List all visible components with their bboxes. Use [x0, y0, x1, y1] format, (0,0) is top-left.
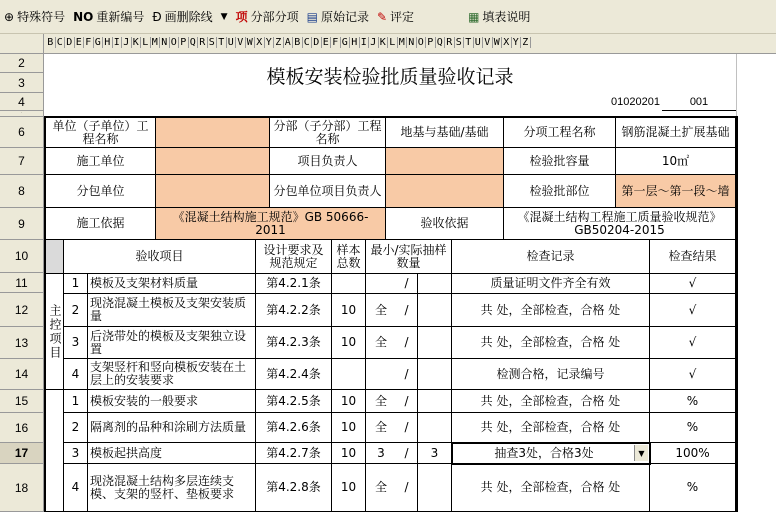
column-letter[interactable]: H: [350, 37, 360, 48]
sub-manager-input[interactable]: [386, 175, 504, 208]
row-slash: /: [396, 359, 418, 390]
row-header[interactable]: 18: [0, 464, 44, 512]
header-record: 检查记录: [452, 240, 650, 274]
row-slash: /: [396, 274, 418, 294]
row-min[interactable]: 全: [366, 327, 396, 359]
batch-capacity-value[interactable]: 10㎡: [616, 148, 736, 175]
row-actual[interactable]: [418, 359, 452, 390]
row-record[interactable]: 检测合格，记录编号: [452, 359, 650, 390]
item-label: 分项工程名称: [504, 118, 616, 148]
column-letter[interactable]: L: [141, 37, 151, 48]
row-result[interactable]: √: [650, 359, 736, 390]
column-letter[interactable]: J: [122, 37, 132, 48]
row-min[interactable]: [366, 274, 396, 294]
row-min[interactable]: [366, 359, 396, 390]
subunit-value[interactable]: 地基与基础/基础: [386, 118, 504, 148]
column-letter[interactable]: C: [303, 37, 313, 48]
row-header[interactable]: 5: [0, 111, 44, 117]
column-letter[interactable]: Q: [436, 37, 446, 48]
record-icon: ▤: [306, 9, 318, 24]
column-letter[interactable]: N: [160, 37, 170, 48]
column-letter[interactable]: M: [151, 37, 161, 48]
column-letter[interactable]: N: [407, 37, 417, 48]
row-slash: /: [396, 294, 418, 327]
column-letter[interactable]: A: [284, 37, 294, 48]
row-item-name: 模板安装的一般要求: [88, 390, 256, 413]
row-total[interactable]: 10: [332, 464, 366, 512]
column-letter[interactable]: K: [379, 37, 389, 48]
column-letter[interactable]: E: [75, 37, 85, 48]
header-item: 验收项目: [64, 240, 256, 274]
evaluate-button[interactable]: ✎ 评定: [376, 9, 415, 24]
subcontractor-label: 分包单位: [46, 175, 156, 208]
basis-label: 施工依据: [46, 208, 156, 240]
original-record-button[interactable]: ▤ 原始记录: [306, 9, 369, 24]
item-value[interactable]: 钢筋混凝土扩展基础: [616, 118, 736, 148]
row-clause: 第4.2.5条: [256, 390, 332, 413]
row-no: 2: [64, 294, 88, 327]
draw-delete-line-button[interactable]: Ð 画删除线: [152, 9, 213, 24]
row-item-name: 支架竖杆和竖向模板安装在土层上的安装要求: [88, 359, 256, 390]
form-code: 01020201: [611, 96, 660, 108]
row-result[interactable]: 100%: [650, 443, 736, 464]
column-letter[interactable]: C: [56, 37, 66, 48]
column-letter[interactable]: O: [417, 37, 427, 48]
row-clause: 第4.2.7条: [256, 443, 332, 464]
row-total[interactable]: [332, 274, 366, 294]
select-all-corner[interactable]: [0, 34, 44, 54]
row-result[interactable]: √: [650, 274, 736, 294]
item-icon: 项: [235, 10, 248, 24]
row-no: 4: [64, 464, 88, 512]
form-serial[interactable]: 001: [662, 94, 736, 111]
record-dropdown[interactable]: [452, 443, 650, 464]
row-clause: 第4.2.1条: [256, 274, 332, 294]
column-letter[interactable]: F: [331, 37, 341, 48]
row-item-name: 模板及支架材料质量: [88, 274, 256, 294]
row-record[interactable]: 共 处，全部检查，合格 处: [452, 464, 650, 512]
column-letter[interactable]: X: [255, 37, 265, 48]
batch-location-label: 检验批部位: [504, 175, 616, 208]
general-items-label: [46, 390, 64, 512]
column-header-bar: [0, 34, 776, 54]
column-letter[interactable]: H: [103, 37, 113, 48]
row-header[interactable]: 7: [0, 148, 44, 175]
row-result[interactable]: %: [650, 390, 736, 413]
row-clause: 第4.2.3条: [256, 327, 332, 359]
main-control-label: 主控项目: [46, 274, 64, 390]
record-dropdown-value: 抽查3处，合格3处: [494, 446, 594, 460]
row-item-name: 后浇带处的模板及支架独立设置: [88, 327, 256, 359]
column-letter[interactable]: D: [312, 37, 322, 48]
row-slash: /: [396, 464, 418, 512]
row-clause: 第4.2.6条: [256, 413, 332, 443]
unit-input[interactable]: [156, 118, 270, 148]
column-letter[interactable]: L: [388, 37, 398, 48]
construction-unit-input[interactable]: [156, 148, 270, 175]
column-letter[interactable]: P: [426, 37, 436, 48]
row-header[interactable]: 2: [0, 54, 44, 73]
row-item-name: 现浇混凝土模板及支架安装质量: [88, 294, 256, 327]
row-actual[interactable]: [418, 413, 452, 443]
row-header[interactable]: 4: [0, 93, 44, 111]
row-total[interactable]: 10: [332, 294, 366, 327]
row-actual[interactable]: [418, 294, 452, 327]
row-min[interactable]: 全: [366, 464, 396, 512]
row-slash: /: [396, 413, 418, 443]
row-min[interactable]: 3: [366, 443, 396, 464]
acceptance-basis-value[interactable]: 《混凝土结构工程施工质量验收规范》GB50204-2015: [504, 208, 736, 240]
header-min-actual: 最小/实际抽样数量: [366, 240, 452, 274]
column-letter[interactable]: G: [341, 37, 351, 48]
row-item-name: 隔离剂的品种和涂刷方法质量: [88, 413, 256, 443]
column-letters: [46, 37, 736, 48]
row-record[interactable]: 共 处，全部检查，合格 处: [452, 413, 650, 443]
row-header[interactable]: 12: [0, 293, 44, 327]
row-actual[interactable]: [418, 464, 452, 512]
row-record[interactable]: 共 处，全部检查，合格 处: [452, 390, 650, 413]
column-letter[interactable]: Q: [189, 37, 199, 48]
column-letter[interactable]: O: [170, 37, 180, 48]
column-letter[interactable]: F: [84, 37, 94, 48]
row-total[interactable]: 10: [332, 390, 366, 413]
row-item-name: 现浇混凝土结构多层连续支模、支架的竖杆、垫板要求: [88, 464, 256, 512]
row-header[interactable]: 9: [0, 208, 44, 240]
row-no: 1: [64, 274, 88, 294]
row-slash: /: [396, 443, 418, 464]
column-letter[interactable]: I: [360, 37, 370, 48]
subunit-label: 分部（子分部）工程名称: [270, 118, 386, 148]
column-letter[interactable]: G: [94, 37, 104, 48]
row-header[interactable]: 11: [0, 273, 44, 293]
column-letter[interactable]: U: [227, 37, 237, 48]
row-total[interactable]: 10: [332, 413, 366, 443]
row-header[interactable]: 3: [0, 73, 44, 93]
column-letter[interactable]: S: [455, 37, 465, 48]
row-header[interactable]: 10: [0, 240, 44, 273]
column-letter[interactable]: W: [246, 37, 256, 48]
row-slash: /: [396, 327, 418, 359]
unit-label: 单位（子单位）工程名称: [46, 118, 156, 148]
row-header[interactable]: 6: [0, 117, 44, 148]
symbol-icon: ⊕: [4, 9, 15, 24]
batch-capacity-label: 检验批容量: [504, 148, 616, 175]
grid-line: [736, 54, 737, 117]
column-letter[interactable]: R: [445, 37, 455, 48]
column-letter[interactable]: S: [208, 37, 218, 48]
project-manager-input[interactable]: [386, 148, 504, 175]
basis-value[interactable]: 《混凝土结构施工规范》GB 50666-2011: [156, 208, 386, 240]
row-slash: /: [396, 390, 418, 413]
column-letter[interactable]: T: [217, 37, 227, 48]
row-clause: 第4.2.2条: [256, 294, 332, 327]
column-letter[interactable]: W: [493, 37, 503, 48]
row-actual[interactable]: [418, 274, 452, 294]
row-actual[interactable]: [418, 327, 452, 359]
check-pencil-icon: ✎: [376, 9, 388, 24]
header-design: 设计要求及规范规定: [256, 240, 332, 274]
row-header[interactable]: 16: [0, 413, 44, 443]
row-item-name: 模板起拱高度: [88, 443, 256, 464]
column-letter[interactable]: U: [474, 37, 484, 48]
column-letter[interactable]: E: [322, 37, 332, 48]
dropdown-arrow-button[interactable]: [221, 5, 228, 29]
column-letter[interactable]: Y: [265, 37, 275, 48]
project-manager-label: 项目负责人: [270, 148, 386, 175]
row-clause: 第4.2.4条: [256, 359, 332, 390]
column-letter[interactable]: D: [65, 37, 75, 48]
row-no: 4: [64, 359, 88, 390]
column-letter[interactable]: T: [464, 37, 474, 48]
column-letter[interactable]: B: [46, 37, 56, 48]
column-letter[interactable]: B: [293, 37, 303, 48]
header-spacer: [46, 240, 64, 274]
sub-manager-label: 分包单位项目负责人: [270, 175, 386, 208]
column-letter[interactable]: R: [198, 37, 208, 48]
row-total[interactable]: [332, 359, 366, 390]
column-letter[interactable]: K: [132, 37, 142, 48]
renumber-button[interactable]: NO 重新编号: [73, 9, 145, 24]
row-actual[interactable]: 3: [418, 443, 452, 464]
row-min[interactable]: 全: [366, 294, 396, 327]
column-letter[interactable]: I: [113, 37, 123, 48]
header-sample: 样本总数: [332, 240, 366, 274]
column-letter[interactable]: J: [369, 37, 379, 48]
chevron-down-icon: ▼: [220, 11, 228, 22]
special-symbol-button[interactable]: ⊕ 特殊符号: [4, 9, 66, 24]
row-actual[interactable]: [418, 390, 452, 413]
column-letter[interactable]: Z: [521, 37, 531, 48]
instructions-icon: ▦: [468, 9, 480, 24]
row-no: 3: [64, 327, 88, 359]
row-result[interactable]: √: [650, 327, 736, 359]
column-letter[interactable]: X: [502, 37, 512, 48]
row-no: 3: [64, 443, 88, 464]
column-letter[interactable]: P: [179, 37, 189, 48]
row-header[interactable]: 13: [0, 327, 44, 359]
acceptance-basis-label: 验收依据: [386, 208, 504, 240]
row-total[interactable]: 10: [332, 443, 366, 464]
column-letter[interactable]: Z: [274, 37, 284, 48]
row-header[interactable]: 8: [0, 175, 44, 208]
row-no: 2: [64, 413, 88, 443]
row-no: 1: [64, 390, 88, 413]
row-total[interactable]: 10: [332, 327, 366, 359]
row-result[interactable]: %: [650, 464, 736, 512]
row-clause: 第4.2.8条: [256, 464, 332, 512]
column-letter[interactable]: M: [398, 37, 408, 48]
subcontractor-input[interactable]: [156, 175, 270, 208]
row-header[interactable]: 17: [0, 443, 44, 464]
fill-instructions-button[interactable]: ▦ 填表说明: [468, 9, 531, 24]
row-min[interactable]: 全: [366, 390, 396, 413]
number-icon: NO: [73, 9, 94, 24]
header-result: 检查结果: [650, 240, 736, 274]
construction-unit-label: 施工单位: [46, 148, 156, 175]
row-result[interactable]: %: [650, 413, 736, 443]
row-record[interactable]: 质量证明文件齐全有效: [452, 274, 650, 294]
form-title: 模板安装检验批质量验收记录: [266, 66, 514, 88]
column-letter[interactable]: Y: [512, 37, 522, 48]
split-item-button[interactable]: 项 分部分项: [235, 10, 299, 24]
column-letter[interactable]: V: [236, 37, 246, 48]
batch-location-value[interactable]: 第一层～第一段～墙: [616, 175, 736, 208]
toolbar: [0, 0, 776, 34]
row-record[interactable]: 共 处，全部检查，合格 处: [452, 294, 650, 327]
row-header[interactable]: 14: [0, 359, 44, 390]
row-record[interactable]: 共 处，全部检查，合格 处: [452, 327, 650, 359]
row-min[interactable]: 全: [366, 413, 396, 443]
strike-icon: Ð: [152, 9, 162, 24]
row-header[interactable]: 15: [0, 390, 44, 413]
row-result[interactable]: √: [650, 294, 736, 327]
chevron-down-icon[interactable]: ▼: [634, 445, 648, 461]
column-letter[interactable]: V: [483, 37, 493, 48]
